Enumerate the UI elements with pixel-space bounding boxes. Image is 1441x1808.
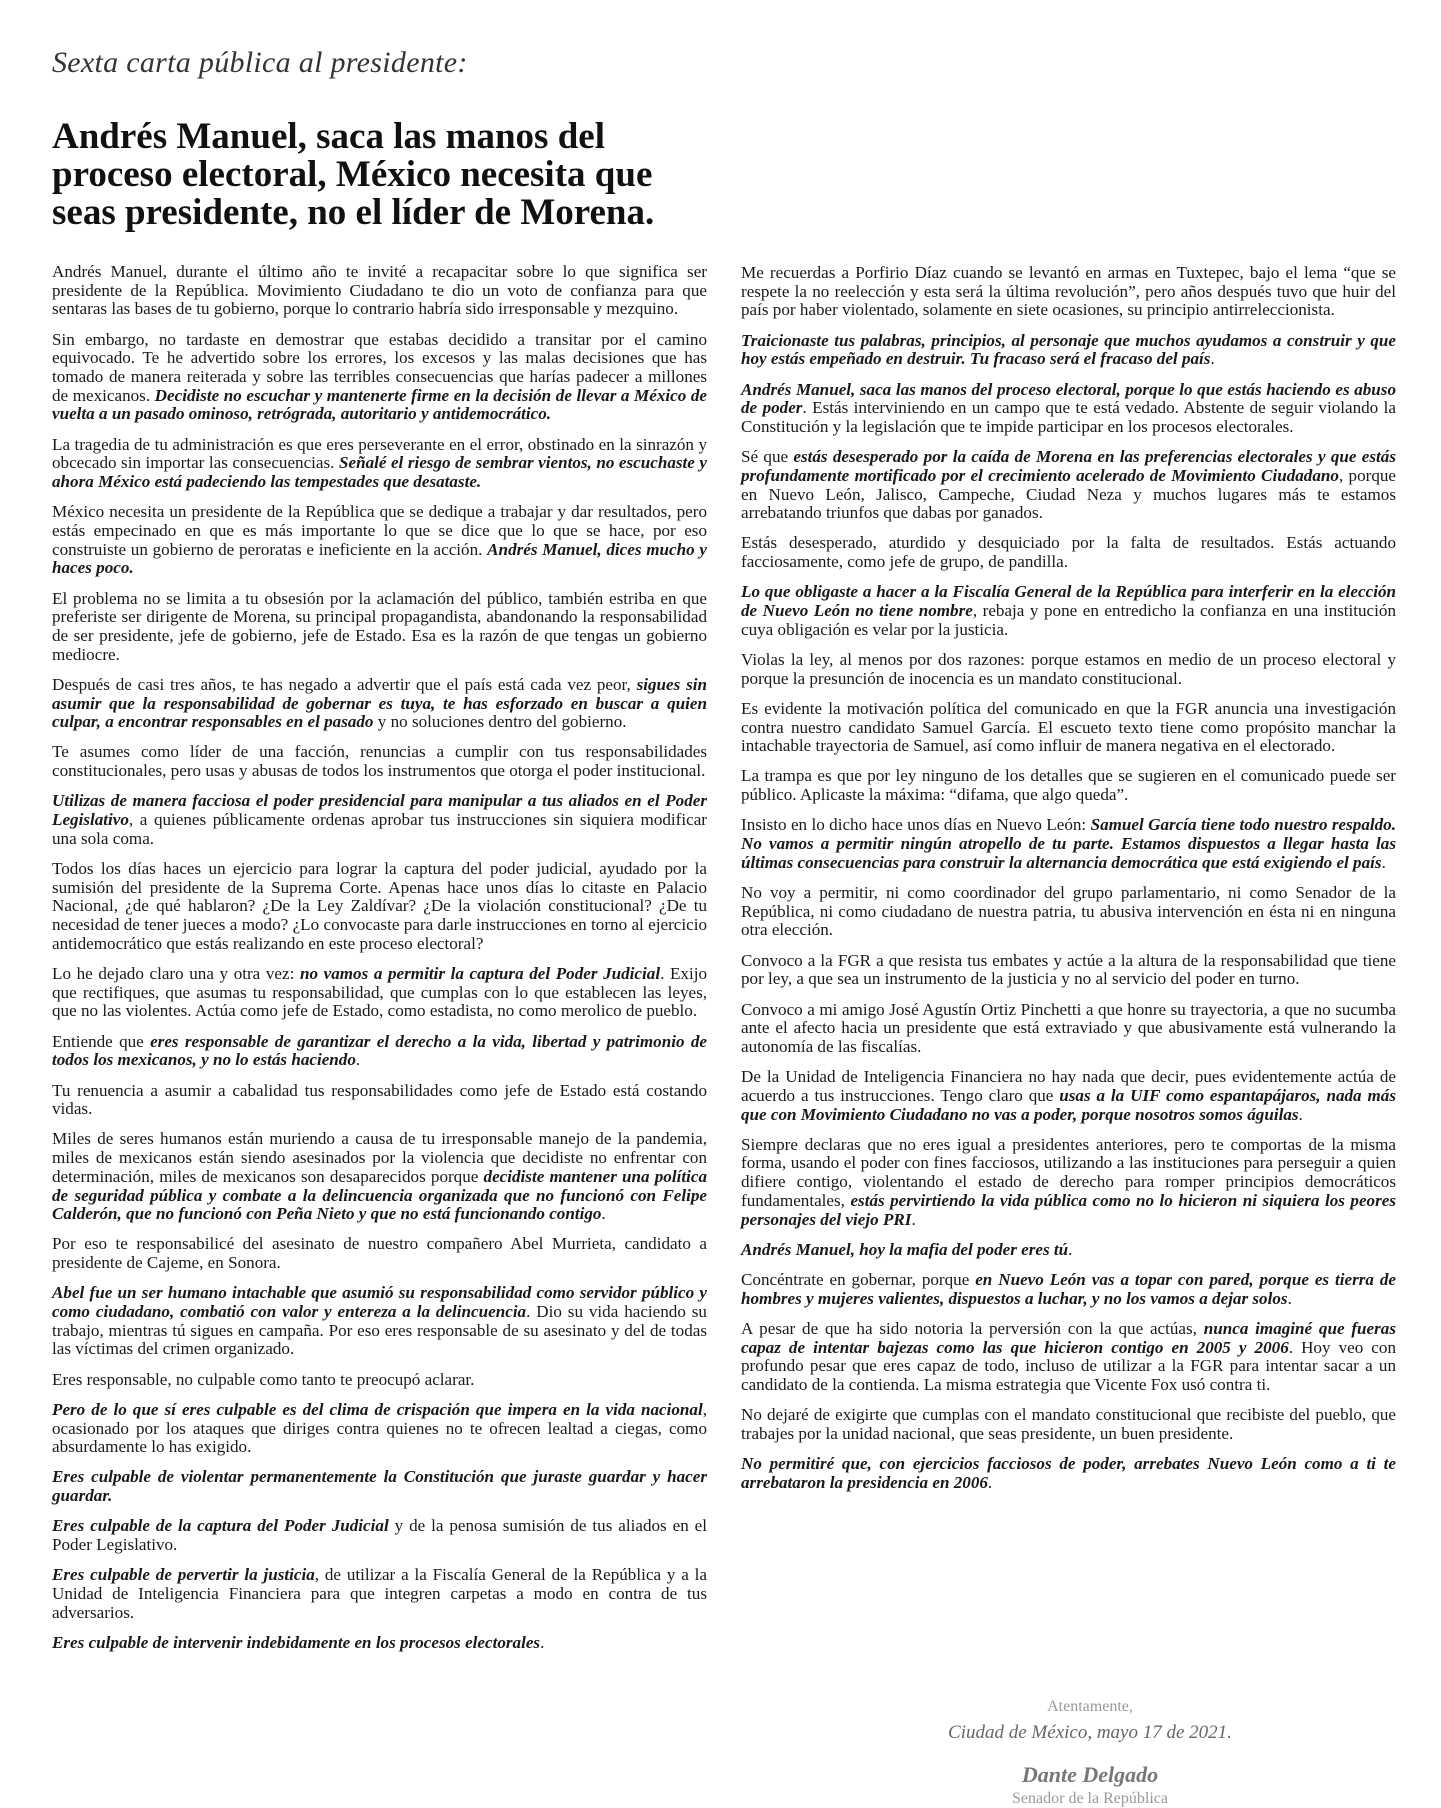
body-text: y de la penosa sumisión de tus aliados en el Poder Legislativo. (52, 1516, 708, 1555)
emphasis-text: Eres culpable de pervertir la justicia (52, 1565, 315, 1585)
emphasis-text: Eres culpable de violentar permanentemente la Constitución que juraste guardar y hacer guardar. (52, 1467, 707, 1506)
paragraph (52, 590, 707, 665)
body-text: Es evidente la motivación política del comunicado en que la FGR anuncia una investigación contra nuestro candidato Samuel García. El escueto texto tiene como propósito manchar la intachable trayectoria de Samuel, así como influir de manera negativa en el electorado. (741, 698, 1396, 756)
body-text: No dejaré de exigirte que cumplas con el mandato constitucional que recibiste del pueblo, que trabajes por la unidad nacional, que seas presidente, un buen presidente. (741, 1405, 1396, 1443)
body-text: La tragedia de tu administración es que eres perseverante en el error, obstinado en la sinrazón y obcecado sin importar las consecuencias. (52, 434, 707, 473)
paragraph (741, 534, 1396, 571)
paragraph (741, 332, 1396, 369)
body-text: . Hoy veo con profundo pesar que eres capaz de todo, incluso de utilizar a la FGR para intentar sacar a un candidato de la contienda. La misma estrategia que Vicente Fox usó contra ti. (741, 1337, 1396, 1394)
paragraph (52, 1566, 707, 1622)
paragraph (52, 1235, 707, 1272)
paragraph (741, 381, 1396, 437)
paragraph (741, 767, 1396, 804)
paragraph (741, 583, 1396, 639)
emphasis-text: Andrés Manuel, dices mucho y haces poco. (52, 539, 707, 578)
paragraph (741, 700, 1396, 756)
emphasis-text: Pero de lo que sí eres culpable es del clima de crispación que impera en la vida nacional (52, 1399, 703, 1419)
emphasis-text: sigues sin asumir que la responsabilidad de gobernar es tuya, te has esforzado en buscar a quien culpar, a encontrar responsables en el pasado (52, 674, 707, 732)
body-text: Sin embargo, no tardaste en demostrar que estabas decidido a transitar por el camino equivocado. Te he advertido sobre los errores, los excesos y las malas decisiones que has tomado de manera reiterada y sobre las terribles consecuencias que harías padecer a millones de mexicanos. (52, 329, 707, 405)
emphasis-text: Lo que obligaste a hacer a la Fiscalía General de la República para interferir en la elección de Nuevo León no tiene nombre (741, 582, 1396, 621)
paragraph (741, 651, 1396, 688)
letter-headline: Andrés Manuel, saca las manos del proceso electoral, México necesita que seas presidente, no el líder de Morena. (52, 116, 655, 233)
body-text: y no soluciones dentro del gobierno. (373, 712, 627, 732)
paragraph (52, 1082, 707, 1119)
emphasis-text: Andrés Manuel, saca las manos del proceso electoral, porque lo que estás haciendo es abuso de poder (741, 379, 1396, 418)
body-text: Por eso te responsabilicé del asesinato de nuestro compañero Abel Murrieta, candidato a presidente de Cajeme, en Sonora. (52, 1234, 707, 1273)
paragraph (52, 965, 707, 1021)
body-text: Eres responsable, no culpable como tanto te preocupó aclarar. (52, 1369, 475, 1389)
paragraph (741, 448, 1396, 523)
paragraph (741, 1241, 1396, 1260)
body-text: Lo he dejado claro una y otra vez: (52, 964, 300, 983)
paragraph (52, 436, 707, 492)
paragraph (741, 884, 1396, 940)
body-text: Convoco a la FGR a que resista tus embates y actúe a la altura de la responsabilidad que tiene por ley, a que sea un instrumento de la justicia y no al servicio del poder en turno. (741, 950, 1396, 989)
left-column (52, 263, 707, 1664)
body-text: Miles de seres humanos están muriendo a causa de tu irresponsable manejo de la pandemia, miles de mexicanos están siendo asesinados por la violencia que decidiste no enfrentar con determinación, miles de mexicanos son desaparecidos porque (52, 1129, 707, 1186)
emphasis-text: eres responsable de garantizar el derecho a la vida, libertad y patrimonio de todos los mexicanos, y no lo estás haciendo (52, 1031, 707, 1070)
body-text: Concéntrate en gobernar, porque (741, 1269, 976, 1289)
emphasis-text: Señalé el riesgo de sembrar vientos, no escuchaste y ahora México está padeciendo las tempestades que desataste. (52, 453, 707, 492)
paragraph (52, 676, 707, 732)
paragraph (741, 1136, 1396, 1230)
emphasis-text: decidiste mantener una política de seguridad pública y combate a la delincuencia organizada que no funcionó con Felipe Calderón, que no funcionó con Peña Nieto y que no está funcionando contigo (52, 1166, 707, 1224)
body-text: Te asumes como líder de una facción, renuncias a cumplir con tus responsabilidades constitucionales, pero usas y abusas de todos los instrumentos que otorga el poder institucional. (52, 742, 707, 781)
paragraph (52, 743, 707, 780)
body-text: Sé que (741, 447, 794, 467)
body-text: . (540, 1632, 545, 1652)
body-text: . (601, 1204, 606, 1224)
emphasis-text: no vamos a permitir la captura del Poder Judicial (299, 964, 661, 983)
emphasis-text: No permitiré que, con ejercicios facciosos de poder, arrebates Nuevo León como a ti te arrebataron la presidencia en 2006 (741, 1454, 1396, 1492)
body-text: . (1210, 349, 1215, 369)
body-text: Después de casi tres años, te has negado a advertir que el país está cada vez peor, (52, 674, 637, 694)
emphasis-text: Utilizas de manera facciosa el poder presidencial para manipular a tus aliados en el Poder Legislativo (52, 791, 707, 830)
body-text: Violas la ley, al menos por dos razones: porque estamos en medio de un proceso electoral y porque la presunción de inocencia es un mandato constitucional. (741, 649, 1396, 688)
body-text: Todos los días haces un ejercicio para lograr la captura del poder judicial, ayudado por la sumisión del presidente de la Suprema Corte. Apenas hace unos días lo citaste en Palacio Nacional, ¿de qué hablaron? ¿De la Ley Zaldívar? ¿De la violación constitucional? ¿De tu necesidad de tener jueces a modo? ¿Lo convocaste para darle instrucciones en torno al ejercicio antidemocrático que estás realizando en este proceso electoral? (52, 858, 707, 953)
body-text: . Exijo que rectifiques, que asumas tu responsabilidad, que cumplas con lo que establecen las leyes, que no las violentes. Actúa como jefe de Estado, como estadista, no como merolico de pueblo. (52, 964, 707, 1021)
emphasis-text: Abel fue un ser humano intachable que asumió su responsabilidad como servidor público y como ciudadano, combatió con valor y entereza a la delincuencia (52, 1283, 707, 1322)
signature-closing: Atentamente, (1047, 1698, 1133, 1715)
body-text: . (1068, 1239, 1073, 1259)
body-text: Andrés Manuel, durante el último año te invité a recapacitar sobre lo que significa ser presidente de la República. Movimiento Ciudadano te dio un voto de confianza para que sentaras las bases de tu gobierno, porque lo contrario habría sido irresponsable y mezquino. (52, 262, 707, 319)
paragraph (741, 264, 1396, 320)
body-text: , rebaja y pone en entredicho la confianza en una institución cuya obligación es velar por la justicia. (741, 601, 1396, 639)
signature-block (880, 1698, 1300, 1808)
paragraph (52, 331, 707, 425)
body-text: , ocasionado por los ataques que diriges contra quienes no te ofrecen lealtad a ciegas, como absurdamente lo has exigido. (52, 1399, 707, 1457)
paragraph (52, 1401, 707, 1457)
paragraph (741, 1068, 1396, 1124)
body-text: No voy a permitir, ni como coordinador del grupo parlamentario, ni como Senador de la República, ni como ciudadano de nuestra patria, tu abusiva intervención en ésta ni en ninguna otra elección. (741, 882, 1396, 940)
body-text: . (987, 1472, 993, 1492)
emphasis-text: nunca imaginé que fueras capaz de intentar bajezas como las que hicieron contigo en 2005 y 2006 (741, 1318, 1396, 1357)
paragraph (52, 1130, 707, 1224)
paragraph (52, 1033, 707, 1070)
body-text: . (911, 1209, 916, 1229)
paragraph (741, 1271, 1396, 1308)
paragraph (741, 1001, 1396, 1057)
emphasis-text: Decidiste no escuchar y mantenerte firme en la decisión de llevar a México de vuelta a un pasado ominoso, retrógrada, autoritario y antidemocrático. (52, 385, 707, 424)
body-text: . Dio su vida haciendo su trabajo, mientras tú sigues en campaña. Por eso eres responsable de su asesinato y del de todas las víctimas del crimen organizado. (52, 1302, 707, 1359)
paragraph (52, 1371, 707, 1390)
body-text: El problema no se limita a tu obsesión por la aclamación del público, también estriba en que preferiste ser dirigente de Morena, su principal propagandista, abandonando la responsabilidad de ser presidente, jefe de gobierno, jefe de Estado. Esa es la razón de que tengas un gobierno mediocre. (52, 588, 707, 664)
body-text: México necesita un presidente de la República que se dedique a trabajar y dar resultados, pero estás empecinado en que es más importante lo que se dice que lo que se hace, por eso construiste un gobierno de peroratas e ineficiente en la acción. (52, 502, 707, 559)
paragraph (741, 1320, 1396, 1395)
emphasis-text: usas a la UIF como espantapájaros, nada más que con Movimiento Ciudadano no vas a poder, porque nosotros somos águilas (741, 1085, 1396, 1124)
body-text: , porque en Nuevo León, Jalisco, Campeche, Ciudad Neza y muchos lugares más te estamos arrebatando triunfos que dabas por ganados. (741, 465, 1396, 523)
emphasis-text: en Nuevo León vas a topar con pared, porque es tierra de hombres y mujeres valientes, dispuestos a luchar, y no los vamos a dejar solos (741, 1269, 1396, 1308)
body-text: , a quienes públicamente ordenas aprobar tus instrucciones sin siquiera modificar una sola coma. (52, 810, 707, 848)
paragraph (52, 1468, 707, 1505)
body-text: Convoco a mi amigo José Agustín Ortiz Pinchetti a que honre su trayectoria, a que no sucumba ante el afecto hacia un presidente que está extraviado y que abusivamente está vulnerando la autonomía de las fiscalías. (741, 999, 1396, 1056)
body-text: La trampa es que por ley ninguno de los detalles que se sugieren en el comunicado puede ser público. Aplicaste la máxima: “difama, que algo queda”. (741, 766, 1396, 805)
emphasis-text: Traicionaste tus palabras, principios, al personaje que muchos ayudamos a construir y que hoy estás empeñado en destruir. Tu fracaso será el fracaso del país (741, 330, 1396, 369)
body-text: Insisto en lo dicho hace unos días en Nuevo León: (741, 815, 1091, 835)
signature-name: Dante Delgado (1021, 1762, 1159, 1787)
body-text: , de utilizar a la Fiscalía General de la República y a la Unidad de Inteligencia Financiera para que integren carpetas a modo en contra de tus adversarios. (52, 1565, 707, 1622)
signature-place-date: Ciudad de México, mayo 17 de 2021. (948, 1722, 1232, 1743)
paragraph (741, 816, 1396, 872)
letter-kicker: Sexta carta pública al presidente: (52, 46, 468, 79)
paragraph (52, 860, 707, 954)
paragraph (52, 1517, 707, 1554)
body-text: . (1381, 852, 1386, 872)
body-text: Me recuerdas a Porfirio Díaz cuando se levantó en armas en Tuxtepec, bajo el lema “que se respete la no reelección y esta será la última revolución”, pero años después tuvo que huir del país por haber violentado, solamente en siete ocasiones, su principio antirreleccionista. (741, 263, 1396, 320)
emphasis-text: Eres culpable de intervenir indebidamente en los procesos electorales (52, 1632, 541, 1652)
body-text: . (355, 1050, 361, 1070)
right-column (741, 264, 1396, 1504)
paragraph (741, 1406, 1396, 1443)
body-text: . (1298, 1104, 1303, 1124)
paragraph (52, 1284, 707, 1359)
body-text: De la Unidad de Inteligencia Financiera no hay nada que decir, pues evidentemente actúa de acuerdo a tus instrucciones. Tengo claro que (741, 1067, 1396, 1105)
emphasis-text: Samuel García tiene todo nuestro respaldo. No vamos a permitir ningún atropello de tu parte. Estamos dispuestos a llegar hasta las últimas consecuencias para construir la alternancia democrática que está exigiendo el país (741, 815, 1396, 872)
body-text: . (1287, 1288, 1292, 1308)
body-text: Tu renuencia a asumir a cabalidad tus responsabilidades como jefe de Estado está costando vidas. (52, 1080, 707, 1119)
emphasis-text: estás desesperado por la caída de Morena en las preferencias electorales y que estás profundamente mortificado por el crecimiento acelerado de Movimiento Ciudadano (741, 447, 1396, 485)
paragraph (52, 1634, 707, 1653)
body-text: A pesar de que ha sido notoria la perversión con la que actúas, (741, 1318, 1204, 1338)
emphasis-text: Eres culpable de la captura del Poder Judicial (52, 1516, 389, 1536)
signature-title: Senador de la República (1012, 1790, 1168, 1807)
paragraph (52, 792, 707, 848)
emphasis-text: Andrés Manuel, hoy la mafia del poder eres tú (741, 1239, 1069, 1259)
paragraph (741, 1455, 1396, 1492)
emphasis-text: estás pervirtiendo la vida pública como no lo hicieron ni siquiera los peores personajes del viejo PRI (741, 1190, 1396, 1229)
paragraph (741, 952, 1396, 989)
paragraph (52, 263, 707, 319)
body-text: Estás desesperado, aturdido y desquiciado por la falta de resultados. Estás actuando facciosamente, como jefe de grupo, de pandilla. (741, 533, 1396, 572)
body-text: Siempre declaras que no eres igual a presidentes anteriores, pero te comportas de la misma forma, usando el poder con fines facciosos, utilizando a las instituciones para perseguir a quien difiere contigo, violentando el estado de derecho para romper principios democráticos fundamentales, (741, 1134, 1396, 1210)
body-text: Entiende que (52, 1031, 151, 1051)
paragraph (52, 503, 707, 578)
body-text: . Estás interviniendo en un campo que te está vedado. Abstente de seguir violando la Constitución y la legislación que te impide participar en los procesos electorales. (741, 398, 1396, 436)
